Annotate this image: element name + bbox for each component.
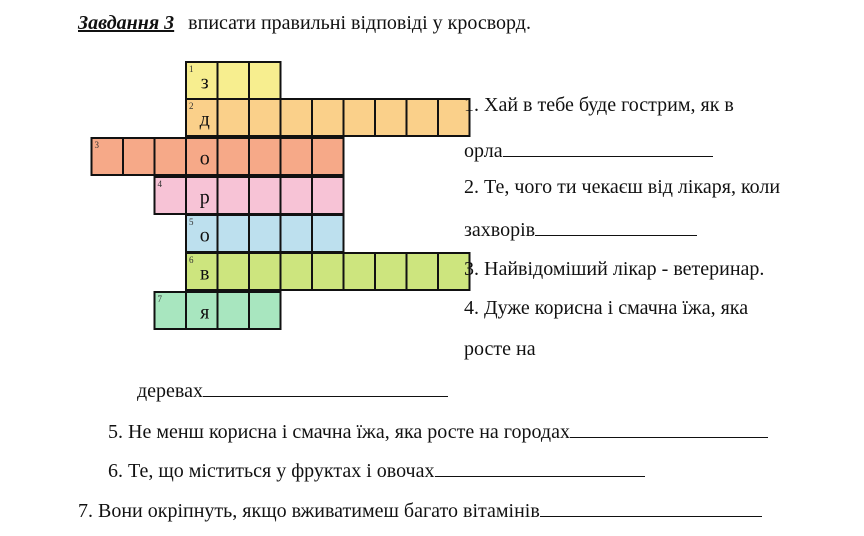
answer-cell[interactable] <box>249 253 281 290</box>
clue-number: 1 <box>189 64 194 74</box>
answer-cell[interactable] <box>218 138 250 175</box>
task-label: Завдання 3 <box>78 12 175 34</box>
question-2: 2. Те, чого ти чекаєш від лікаря, коли <box>464 176 781 198</box>
answer-cell[interactable] <box>344 99 376 136</box>
clue-number: 3 <box>94 140 99 150</box>
question-2-cont: захворів <box>464 216 697 242</box>
answer-cell[interactable] <box>281 99 313 136</box>
answer-cell[interactable] <box>218 177 250 214</box>
answer-cell[interactable] <box>312 99 344 136</box>
keyword-letter: з <box>200 71 209 94</box>
answer-cell[interactable] <box>123 138 155 175</box>
answer-cell[interactable] <box>218 99 250 136</box>
clue-number: 7 <box>157 294 162 304</box>
answer-cell[interactable] <box>155 138 187 175</box>
keyword-cell[interactable] <box>186 138 218 175</box>
answer-blank-4[interactable] <box>203 377 448 397</box>
question-7: 7. Вони окріпнуть, якщо вживатимеш багато вітамінів <box>78 497 762 523</box>
answer-cell[interactable] <box>218 253 250 290</box>
answer-cell[interactable] <box>155 292 187 329</box>
answer-cell[interactable] <box>312 215 344 252</box>
keyword-letter: д <box>199 108 210 131</box>
question-6: 6. Те, що міститься у фруктах і овочах <box>108 457 645 483</box>
clue-number: 6 <box>189 255 194 265</box>
keyword-cell[interactable] <box>186 292 218 329</box>
task-instruction: вписати правильні відповіді у кросворд. <box>188 12 531 34</box>
answer-cell[interactable] <box>375 253 407 290</box>
answer-cell[interactable] <box>281 215 313 252</box>
keyword-cell[interactable] <box>186 99 218 136</box>
question-3: 3. Найвідоміший лікар - ветеринар. <box>464 258 765 280</box>
question-4-cont: росте на <box>464 338 536 360</box>
keyword-letter: о <box>199 224 210 247</box>
answer-blank-2[interactable] <box>535 216 697 236</box>
answer-cell[interactable] <box>249 99 281 136</box>
keyword-letter: о <box>199 147 210 170</box>
question-4: 4. Дуже корисна і смачна їжа, яка <box>464 297 749 319</box>
answer-cell[interactable] <box>344 253 376 290</box>
answer-cell[interactable] <box>312 138 344 175</box>
answer-cell[interactable] <box>218 215 250 252</box>
keyword-cell[interactable] <box>186 62 218 99</box>
answer-blank-5[interactable] <box>570 418 768 438</box>
answer-cell[interactable] <box>249 62 281 99</box>
question-1: 1. Хай в тебе буде гострим, як в <box>464 94 734 116</box>
answer-blank-1[interactable] <box>503 137 713 157</box>
answer-cell[interactable] <box>281 253 313 290</box>
answer-cell[interactable] <box>407 253 439 290</box>
answer-cell[interactable] <box>249 292 281 329</box>
keyword-letter: я <box>200 301 210 324</box>
answer-cell[interactable] <box>249 138 281 175</box>
question-5: 5. Не менш корисна і смачна їжа, яка росте на городах <box>108 418 768 444</box>
question-1-cont: орла <box>464 137 713 163</box>
answer-cell[interactable] <box>407 99 439 136</box>
answer-cell[interactable] <box>249 215 281 252</box>
answer-cell[interactable] <box>218 62 250 99</box>
answer-cell[interactable] <box>375 99 407 136</box>
keyword-letter: р <box>199 186 210 209</box>
keyword-cell[interactable] <box>186 177 218 214</box>
answer-cell[interactable] <box>281 138 313 175</box>
answer-blank-7[interactable] <box>540 497 762 517</box>
keyword-cell[interactable] <box>186 253 218 290</box>
keyword-letter: в <box>200 262 210 285</box>
answer-cell[interactable] <box>92 138 124 175</box>
clue-number: 5 <box>189 217 194 227</box>
clue-number: 2 <box>189 101 194 111</box>
question-4-end: деревах <box>137 377 448 403</box>
answer-cell[interactable] <box>281 177 313 214</box>
task-heading <box>78 12 531 35</box>
answer-blank-6[interactable] <box>435 457 645 477</box>
answer-cell[interactable] <box>312 177 344 214</box>
keyword-cell[interactable] <box>186 215 218 252</box>
clue-number: 4 <box>157 179 162 189</box>
answer-cell[interactable] <box>155 177 187 214</box>
answer-cell[interactable] <box>312 253 344 290</box>
answer-cell[interactable] <box>249 177 281 214</box>
answer-cell[interactable] <box>218 292 250 329</box>
